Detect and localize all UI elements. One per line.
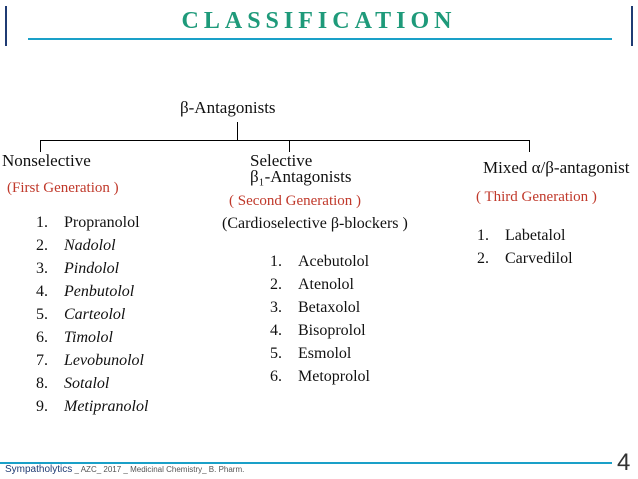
footer-text bbox=[5, 464, 244, 475]
list-item: 7. Levobunolol bbox=[36, 352, 144, 369]
drug-name: Sotalol bbox=[64, 375, 110, 392]
list-item: 5. Carteolol bbox=[36, 306, 126, 323]
footer-subject: _ Medicinal Chemistry_ B. Pharm. bbox=[123, 465, 245, 474]
mixed-drug-list bbox=[477, 224, 573, 270]
drug-name: Bisoprolol bbox=[298, 322, 366, 339]
drug-name: Carvedilol bbox=[505, 250, 573, 267]
branch-drop-right bbox=[529, 140, 530, 152]
drug-name: Atenolol bbox=[298, 276, 354, 293]
drug-name: Penbutolol bbox=[64, 283, 135, 300]
list-item: 5. Esmolol bbox=[270, 345, 352, 362]
list-item: 9. Metipranolol bbox=[36, 398, 149, 415]
branch-selective-generation: ( Second Generation ) bbox=[229, 193, 362, 209]
root-label: β-Antagonists bbox=[180, 98, 276, 117]
drug-name: Timolol bbox=[64, 329, 113, 346]
drug-name: Levobunolol bbox=[64, 352, 144, 369]
footer-course: Sympatholytics bbox=[5, 464, 73, 475]
list-item: 2. Carvedilol bbox=[477, 250, 573, 267]
branch-nonselective-label: Nonselective bbox=[2, 151, 91, 170]
list-item: 3. Pindolol bbox=[36, 260, 120, 277]
list-item: 1. Labetalol bbox=[477, 227, 566, 244]
list-item: 6. Timolol bbox=[36, 329, 113, 346]
drug-name: Propranolol bbox=[64, 214, 140, 231]
drug-name: Nadolol bbox=[64, 237, 116, 254]
drug-name: Esmolol bbox=[298, 345, 352, 362]
list-item: 1. Propranolol bbox=[36, 214, 140, 231]
drug-name: Labetalol bbox=[505, 227, 566, 244]
drug-name: Betaxolol bbox=[298, 299, 361, 316]
branch-bar bbox=[40, 140, 530, 141]
branch-nonselective-generation: (First Generation ) bbox=[7, 180, 119, 196]
branch-selective-sublabel: β₁-Antagonists bbox=[250, 167, 352, 186]
list-item: 1. Acebutolol bbox=[270, 253, 370, 270]
list-item: 2. Nadolol bbox=[36, 237, 116, 254]
list-item: 2. Atenolol bbox=[270, 276, 354, 293]
branch-mixed-label: Mixed α/β-antagonist bbox=[483, 158, 630, 177]
drug-name: Pindolol bbox=[64, 260, 120, 277]
drug-name: Metoprolol bbox=[298, 368, 370, 385]
branch-selective-note: (Cardioselective β-blockers ) bbox=[222, 215, 408, 232]
header-rule bbox=[28, 38, 612, 40]
selective-drug-list bbox=[270, 250, 370, 388]
slide-title: CLASSIFICATION bbox=[181, 8, 457, 34]
list-item: 6. Metoprolol bbox=[270, 368, 370, 385]
branch-mixed-generation: ( Third Generation ) bbox=[476, 189, 597, 205]
branch-selective-label: Selective bbox=[250, 151, 313, 170]
drug-name: Acebutolol bbox=[298, 253, 370, 270]
list-item: 3. Betaxolol bbox=[270, 299, 361, 316]
list-item: 8. Sotalol bbox=[36, 375, 110, 392]
list-item: 4. Bisoprolol bbox=[270, 322, 366, 339]
page-number: 4 bbox=[617, 449, 631, 476]
drug-name: Carteolol bbox=[64, 306, 126, 323]
nonselective-drug-list bbox=[36, 211, 148, 418]
list-item: 4. Penbutolol bbox=[36, 283, 135, 300]
root-connector bbox=[237, 122, 238, 140]
drug-name: Metipranolol bbox=[64, 398, 149, 415]
footer-author-year: _ AZC_ 2017 bbox=[74, 465, 122, 474]
